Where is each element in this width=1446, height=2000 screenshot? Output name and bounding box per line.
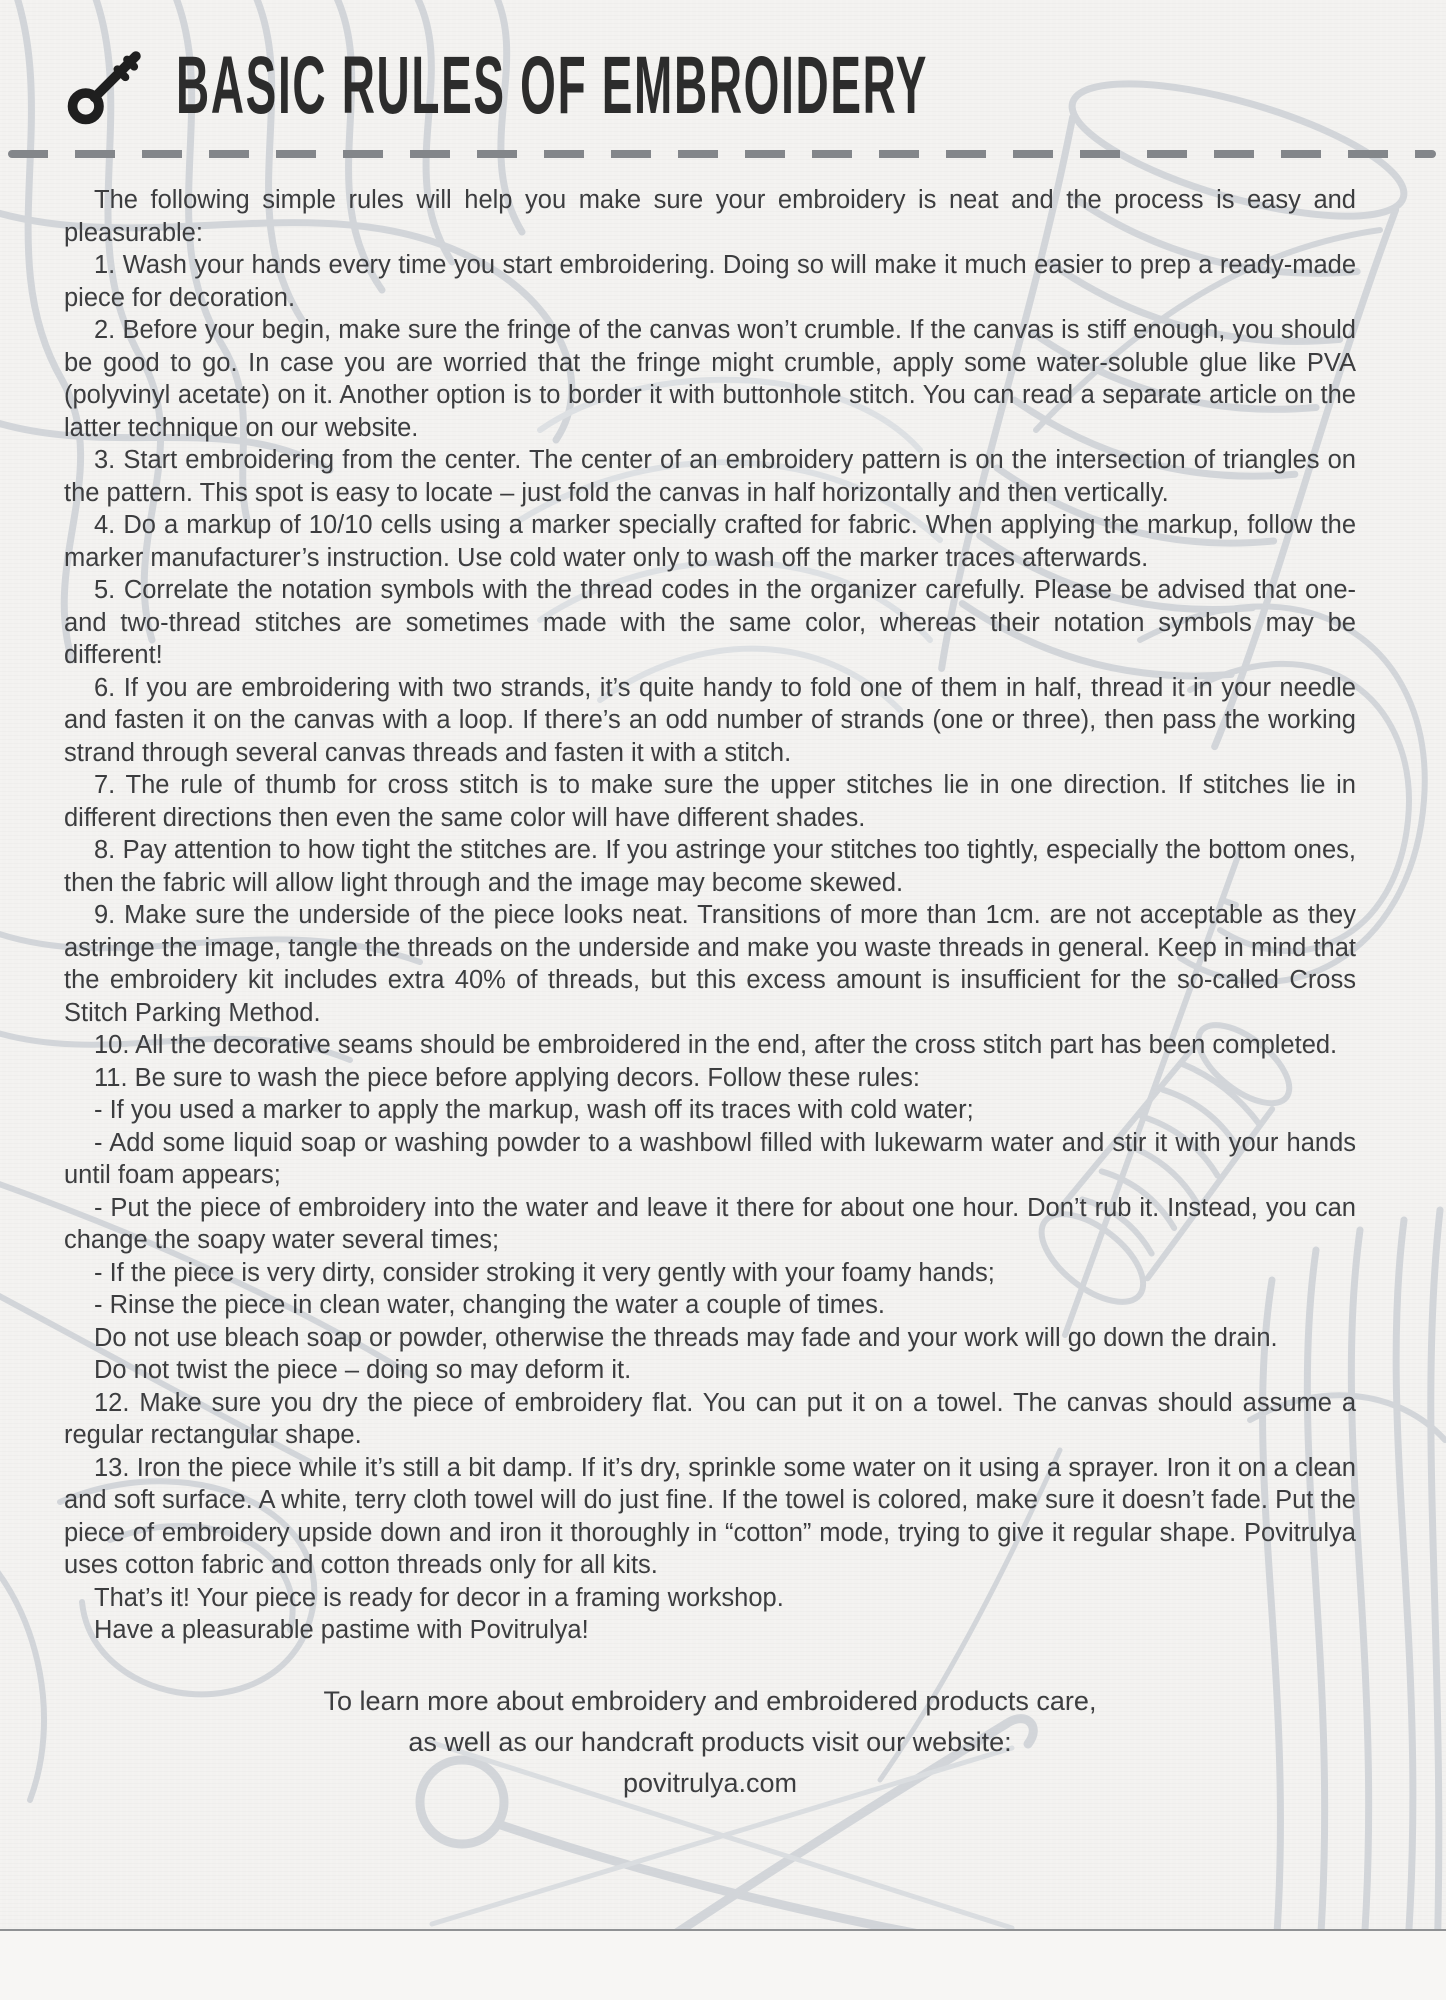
rule-4: 4. Do a markup of 10/10 cells using a marker specially crafted for fabric. When applying the markup, follow the marker manufacturer’s instruction. Use cold water only to wash off the marker traces afterwards. [64, 511, 1356, 572]
washing-step-4: - If the piece is very dirty, consider stroking it very gently with your foamy hands; [94, 1258, 995, 1287]
document-header [62, 38, 1446, 134]
footer-line-1: To learn more about embroidery and embroidered products care, [323, 1685, 1097, 1716]
website-url: povitrulya.com [622, 1767, 798, 1798]
rule-2: 2. Before your begin, make sure the fringe of the canvas won’t crumble. If the canvas is stiff enough, you should be good to go. In case you are worried that the fringe might crumble, apply some water-soluble glue like PVA (polyvinyl acetate) on it. Another option is to border it with buttonhole stitch. You can read a separate article on the latter technique on our website. [64, 316, 1356, 442]
footer-line-2: as well as our handcraft products visit our website: [408, 1726, 1012, 1757]
washing-note-2: Do not twist the piece – doing so may deform it. [94, 1356, 632, 1384]
closing-line-2: Have a pleasurable pastime with Povitrulya! [94, 1616, 589, 1644]
intro-paragraph: The following simple rules will help you make sure your embroidery is neat and the process is easy and pleasurable: [64, 186, 1356, 247]
washing-step-3: - Put the piece of embroidery into the water and leave it there for about one hour. Don’t rub it. Instead, you can change the soapy water several times; [64, 1193, 1356, 1254]
rule-7: 7. The rule of thumb for cross stitch is to make sure the upper stitches lie in one direction. If stitches lie in different directions then even the same color will have different shades. [64, 771, 1356, 832]
rule-10: 10. All the decorative seams should be embroidered in the end, after the cross stitch part has been completed. [94, 1031, 1338, 1059]
rule-9: 9. Make sure the underside of the piece looks neat. Transitions of more than 1cm. are not acceptable as they astringe the image, tangle the threads on the underside and make you waste threads in general. Keep in mind that the embroidery kit includes extra 40% of threads, but this excess amount is insufficient for the so-called Cross Stitch Parking Method. [64, 901, 1356, 1027]
footer-note [64, 1681, 1356, 1804]
rule-5: 5. Correlate the notation symbols with the thread codes in the organizer carefully. Please be advised that one- and two-thread stitches are sometimes made with the same color, whereas their notation symbols may be different! [64, 576, 1356, 669]
rule-6: 6. If you are embroidering with two strands, it’s quite handy to fold one of them in half, thread it in your needle and fasten it on the canvas with a loop. If there’s an odd number of strands (one or three), then pass the working strand through several canvas threads and fasten it with a stitch. [64, 673, 1356, 767]
scan-fold-line [0, 1929, 1446, 1931]
scan-bottom-strip [0, 1931, 1446, 2000]
key-icon [62, 42, 150, 130]
rule-1: 1. Wash your hands every time you start embroidering. Doing so will make it much easier to prep a ready-made piece for decoration. [64, 251, 1356, 312]
washing-step-5: - Rinse the piece in clean water, changing the water a couple of times. [94, 1291, 885, 1319]
washing-step-1: - If you used a marker to apply the markup, wash off its traces with cold water; [94, 1096, 974, 1124]
rule-3: 3. Start embroidering from the center. The center of an embroidery pattern is on the intersection of triangles on the pattern. This spot is easy to locate – just fold the canvas in half horizontally and then vertically. [64, 446, 1356, 507]
closing-line-1: That’s it! Your piece is ready for decor in a framing workshop. [94, 1583, 784, 1612]
rule-8: 8. Pay attention to how tight the stitches are. If you astringe your stitches too tightly, especially the bottom ones, then the fabric will allow light through and the image may become skewed. [64, 836, 1356, 897]
document-body [64, 184, 1356, 1804]
washing-step-2: - Add some liquid soap or washing powder to a washbowl filled with lukewarm water and stir it with your hands until foam appears; [64, 1128, 1356, 1189]
dashed-divider [8, 150, 1436, 158]
washing-note-1: Do not use bleach soap or powder, otherwise the threads may fade and your work will go down the drain. [94, 1323, 1278, 1352]
rule-11: 11. Be sure to wash the piece before applying decors. Follow these rules: [94, 1063, 920, 1092]
rule-12: 12. Make sure you dry the piece of embroidery flat. You can put it on a towel. The canvas should assume a regular rectangular shape. [64, 1388, 1356, 1449]
rule-13: 13. Iron the piece while it’s still a bit damp. If it’s dry, sprinkle some water on it using a sprayer. Iron it on a clean and soft surface. A white, terry cloth towel will do just fine. If the towel is colored, make sure it doesn’t fade. Put the piece of embroidery upside down and iron it thoroughly in “cotton” mode, trying to give it regular shape. Povitrulya uses cotton fabric and cotton threads only for all kits. [64, 1453, 1356, 1579]
page-title: BASIC RULES OF EMBROIDERY [176, 40, 929, 131]
